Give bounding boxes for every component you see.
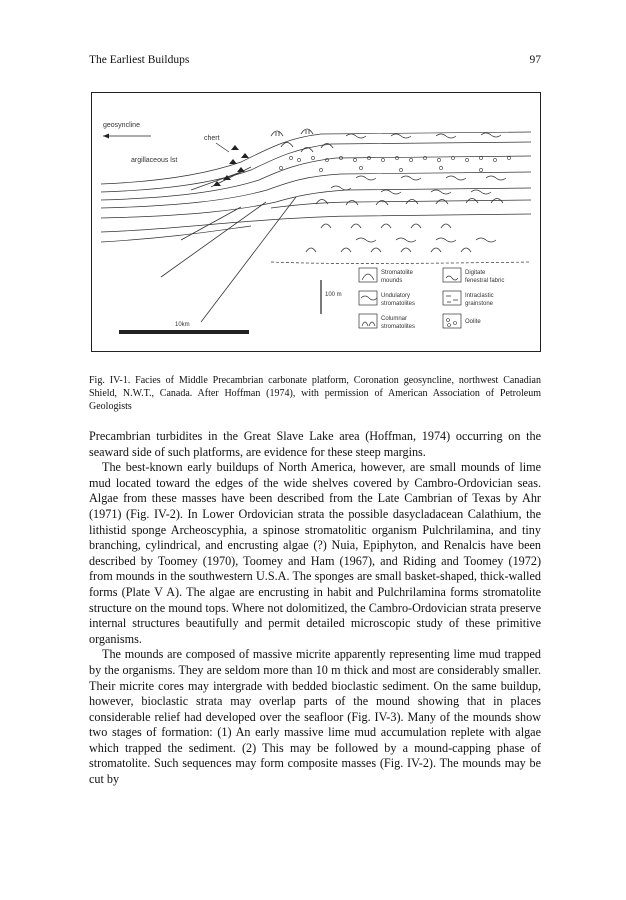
legend-columnar-b: stromatolites (381, 324, 416, 330)
legend-digitate-b: fenestral fabric (465, 278, 505, 284)
paragraph-1: Precambrian turbidites in the Great Slave Lake area (Hoffman, 1974) occurring on the seaward side of such platforms, are evidence for these steep margins. (89, 429, 541, 459)
running-header (89, 54, 541, 70)
legend-digitate-a: Digitate (465, 270, 486, 276)
legend-swatch-intraclastic (443, 291, 461, 305)
page-number: 97 (529, 54, 541, 66)
label-argillaceous: argillaceous lst (131, 157, 178, 164)
figure-frame (92, 93, 541, 352)
legend-swatch-mounds (359, 268, 377, 282)
legend-oolite: Oolite (465, 319, 481, 325)
figure-iv-1 (91, 92, 541, 352)
legend-mounds-a: Stromatolite (381, 270, 414, 276)
legend-mounds-b: mounds (381, 278, 403, 284)
figure-caption: Fig. IV-1. Facies of Middle Precambrian carbonate platform, Coronation geosyncline, northwest Canadian Shield, N.W.T., Canada. After Hoffman (1974), with permission of American Association of Petroleum Geologists (89, 375, 541, 412)
paragraph-3: The mounds are composed of massive micrite apparently representing lime mud trapped by the organisms. They are seldom more than 10 m thick and most are considerably smaller. Their micrite cores may intergrade with bedded bioclastic sediment. On the same buildup, however, bioclastic strata may overlap parts of the mound showing that in places considerable relief had developed over the seafloor (Fig. IV-3). Many of the mounds show two stages of formation: (1) An early massive lime mud accumulation replete with algae which trapped the sediment. (2) This may be followed by a mound-capping phase of stromatolite. Such sequences may form composite masses (Fig. IV-2). The mounds may be cut by (89, 647, 541, 787)
legend-undulatory-a: Undulatory (381, 293, 411, 299)
legend-undulatory-b: stromatolites (381, 301, 416, 307)
legend-columnar-a: Columnar (381, 316, 408, 322)
label-geosyncline: geosyncline (103, 122, 140, 129)
legend-intraclastic-a: Intraclastic (465, 293, 494, 299)
legend-intraclastic-b: grainstone (465, 301, 494, 307)
label-scale-horizontal: 10km (175, 322, 190, 328)
paragraph-2: The best-known early buildups of North America, however, are small mounds of lime mud located toward the edges of the wide shelves covered by Cambro-Ordovician seas. Algae from these masses have been described from the Late Cambrian of Texas by Ahr (1971) (Fig. IV-2). In Lower Ordovician strata the possible dasycladacean Calathium, the lithistid sponge Archeoscyphia, a spinose stromatolitic organism Pulchrilamina, and tiny branching, cylindrical, and encrusting algae (?) Nuia, Epiphyton, and Renalcis have been described by Toomey (1970), Toomey and Ham (1967), and Riding and Toomey (1972) from mounds in the southwestern U.S.A. The sponges are small basket-shaped, thick-walled forms (Plate V A). The algae are encrusting in habit and Pulchrilamina forms stromatolite structure on the mound tops. Where not dolomitized, the Cambro-Ordovician strata preserve internal structures beautifully and permit detailed microscopic study of these primitive organisms. (89, 460, 541, 646)
label-scale-vertical: 100 m (325, 292, 342, 298)
legend-swatch-undulatory (359, 291, 377, 305)
legend-swatch-oolite (443, 314, 461, 328)
facies-diagram (91, 92, 541, 352)
legend-swatch-digitate (443, 268, 461, 282)
body-text (89, 429, 541, 788)
label-chert: chert (204, 135, 220, 142)
running-title: The Earliest Buildups (89, 54, 190, 66)
horizontal-scale-bar (119, 330, 249, 334)
